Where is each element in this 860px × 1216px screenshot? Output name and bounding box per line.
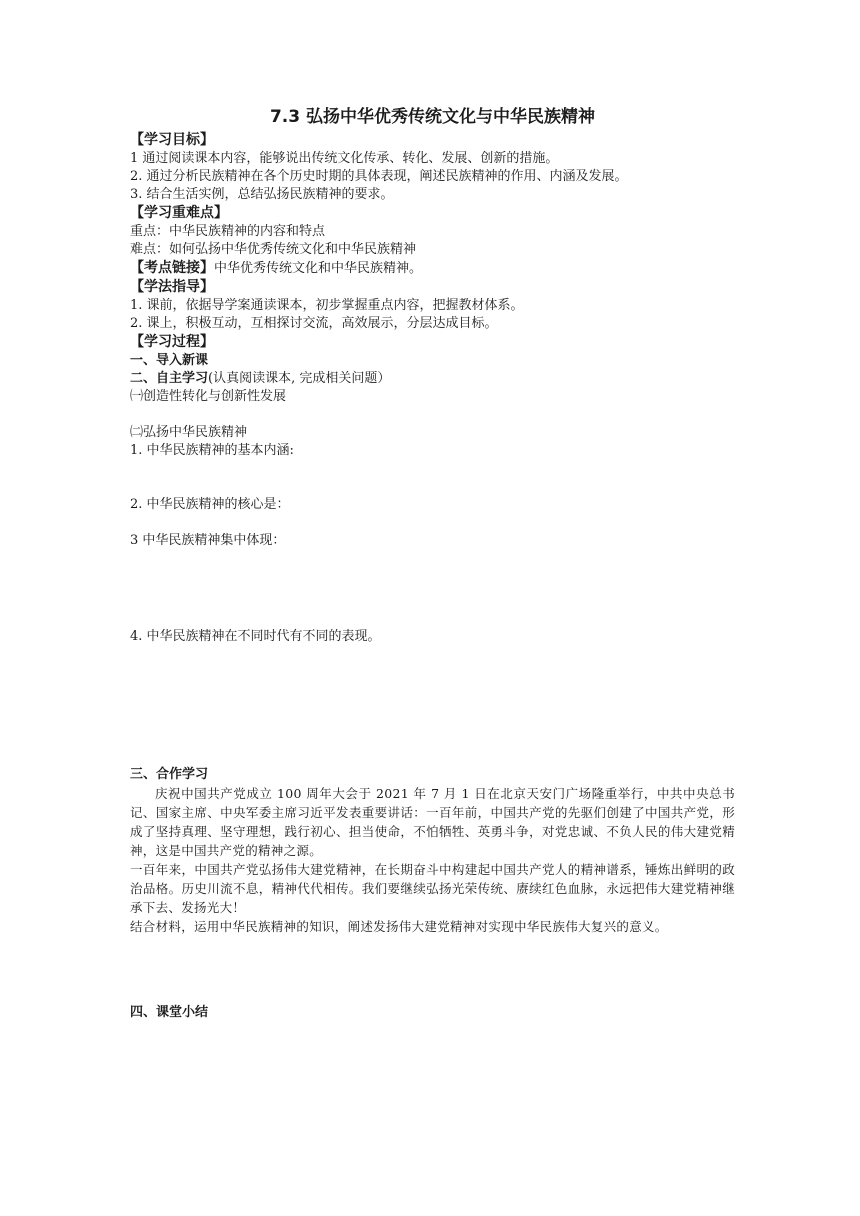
question-1: 1. 中华民族精神的基本内涵: [130,443,294,458]
question-4: 4. 中华民族精神在不同时代有不同的表现。 [130,629,381,644]
objectives-heading: 【学习目标】 [130,132,214,148]
document-content [130,104,735,1022]
objective-item: 2. 通过分析民族精神在各个历史时期的具体表现，阐述民族精神的作用、内涵及发展。 [130,169,628,184]
difficult-point-item: 难点：如何弘扬中华优秀传统文化和中华民族精神 [130,242,417,257]
key-point-item: 重点：中华民族精神的内容和特点 [130,224,326,239]
question-3: 3 中华民族精神集中体现： [130,533,286,548]
section-self-study-title: 二、自主学习 [130,371,209,386]
exam-link-text: 中华优秀传统文化和中华民族精神。 [214,261,423,276]
question-2: 2. 中华民族精神的核心是： [130,497,290,512]
method-item: 2. 课上，积极互动，互相探讨交流，高效展示，分层达成目标。 [130,316,498,331]
section-self-study [130,370,735,388]
section-self-study-note: (认真阅读课本, 完成相关问题） [208,371,391,386]
section-intro: 一、导入新课 [130,353,209,368]
page-title: 7.3 弘扬中华优秀传统文化与中华民族精神 [269,107,596,127]
exam-link-heading: 【考点链接】 [130,260,214,276]
objective-item: 1 通过阅读课本内容，能够说出传统文化传承、转化、发展、创新的措施。 [130,151,559,166]
method-heading: 【学法指导】 [130,279,214,295]
key-points-heading: 【学习重难点】 [130,205,228,221]
material-paragraph-1: 庆祝中国共产党成立 100 周年大会于 2021 年 7 月 1 日在北京天安门广场隆重举行，中共中央总书记、国家主席、中央军委主席习近平发表重要讲话：一百年前，中国共产党的先驱们创建了中国共产党，形成了坚持真理、坚守理想，践行初心、担当使命，不怕牺牲、英勇斗争，对党忠诚、不负人民的伟大建党精神，这是中国共产党的精神之源。 [130,786,735,858]
material-paragraph-2: 一百年来，中国共产党弘扬伟大建党精神，在长期奋斗中构建起中国共产党人的精神谱系，锤炼出鲜明的政治品格。历史川流不息，精神代代相传。我们要继续弘扬光荣传统、赓续红色血脉，永远把伟大建党精神继承下去、发扬光大！ [130,862,735,915]
section-cooperative: 三、合作学习 [130,767,209,782]
question-prompt: 结合材料，运用中华民族精神的知识，阐述发扬伟大建党精神对实现中华民族伟大复兴的意义。 [130,919,668,934]
exam-link-line [130,259,735,278]
subsection-transformation: ㈠创造性转化与创新性发展 [130,389,287,404]
process-heading: 【学习过程】 [130,334,214,350]
objective-item: 3. 结合生活实例，总结弘扬民族精神的要求。 [130,187,394,202]
subsection-national-spirit: ㈡弘扬中华民族精神 [130,425,248,440]
method-item: 1. 课前，依据导学案通读课本，初步掌握重点内容，把握教材体系。 [130,298,524,313]
section-summary: 四、课堂小结 [130,1005,209,1020]
